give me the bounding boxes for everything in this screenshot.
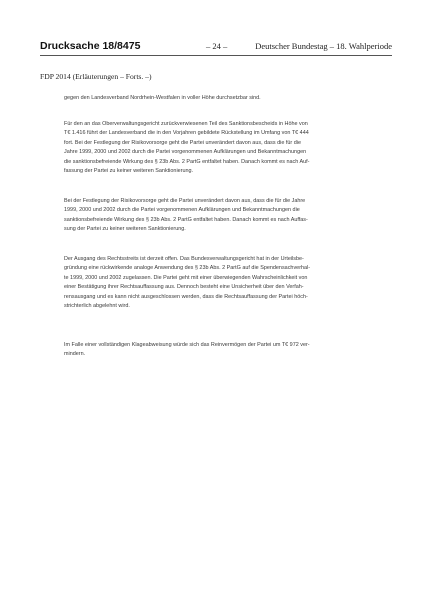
paragraph [64,341,394,360]
paragraph-line: sung der Partei zu keiner weiteren Sanktionierung. [64,226,186,233]
paragraph-line: gründung eine rückwirkende analoge Anwendung des § 23b Abs. 2 PartG auf die Spendensachverhal- [64,265,311,272]
page-number: – 24 – [206,41,228,51]
paragraph [64,120,394,176]
section-title: FDP 2014 (Erläuterungen – Forts. –) [40,72,152,81]
paragraph [64,197,394,235]
publisher-label: Deutscher Bundestag – 18. Wahlperiode [255,41,392,51]
paragraph [64,255,394,311]
paragraph-line: Jahre 1999, 2000 und 2002 durch die Partei vorgenommenen Aufklärungen und Bekanntmachungen [64,149,307,156]
paragraph-line: einer Bestätigung ihrer Rechtsauffassung aus. Dennoch besteht eine Unsicherheit über den Verfah- [64,284,304,291]
page-header [40,40,392,54]
paragraph-line: te 1999, 2000 und 2002 zugelassen. Die Partei geht mit einer überwiegenden Wahrscheinlichkeit von [64,274,308,281]
paragraph-line: Der Ausgang des Rechtsstreits ist derzeit offen. Das Bundesverwaltungsgericht hat in der Urteilsbe- [64,256,304,262]
paragraph-line: mindern. [64,351,86,358]
paragraph-line: sanktionsbefreiende Wirkung des § 23b Abs. 2 PartG entfaltet haben. Danach kommt es nach Auffas- [64,216,308,223]
paragraph-line: fassung der Partei zu keiner weiteren Sanktionierung. [64,168,194,175]
paragraph-line: die sanktionsbefreiende Wirkung des § 23b Abs. 2 PartG entfaltet haben. Danach kommt es nach Auf- [64,158,310,165]
header-rule [40,55,392,56]
paragraph-line: Im Falle einer vollständigen Klageabweisung würde sich das Reinvermögen der Partei um T€ 972 ver- [64,342,310,348]
paragraph-line: gegen den Landesverband Nordrhein-Westfalen in voller Höhe durchsetzbar sind. [64,95,261,101]
paragraph-line: 1999, 2000 und 2002 durch die Partei vorgenommenen Aufklärungen und Bekanntmachungen die [64,207,300,214]
paragraph-line: strichterlich abgelehnt wird. [64,303,130,310]
paragraph-line: Für den an das Oberverwaltungsgericht zurückverwiesenen Teil des Sanktionsbescheids in Höhe von [64,121,308,127]
paragraph-line: rensausgang und es kann nicht ausgeschlossen werden, dass die Rechtsauffassung der Partei höch- [64,293,308,300]
document-id: Drucksache 18/8475 [40,40,141,52]
paragraph-line: T€ 1.416 führt der Landesverband die in den Vorjahren gebildete Rückstellung im Umfang von T€ 444 [64,130,309,137]
paragraph-line: fort. Bei der Festlegung der Risikovorsorge geht die Partei unverändert davon aus, dass die für die [64,139,301,146]
paragraph-line: Bei der Festlegung der Risikovorsorge geht die Partei unverändert davon aus, dass die für die Jahre [64,198,306,204]
paragraph [64,94,394,103]
